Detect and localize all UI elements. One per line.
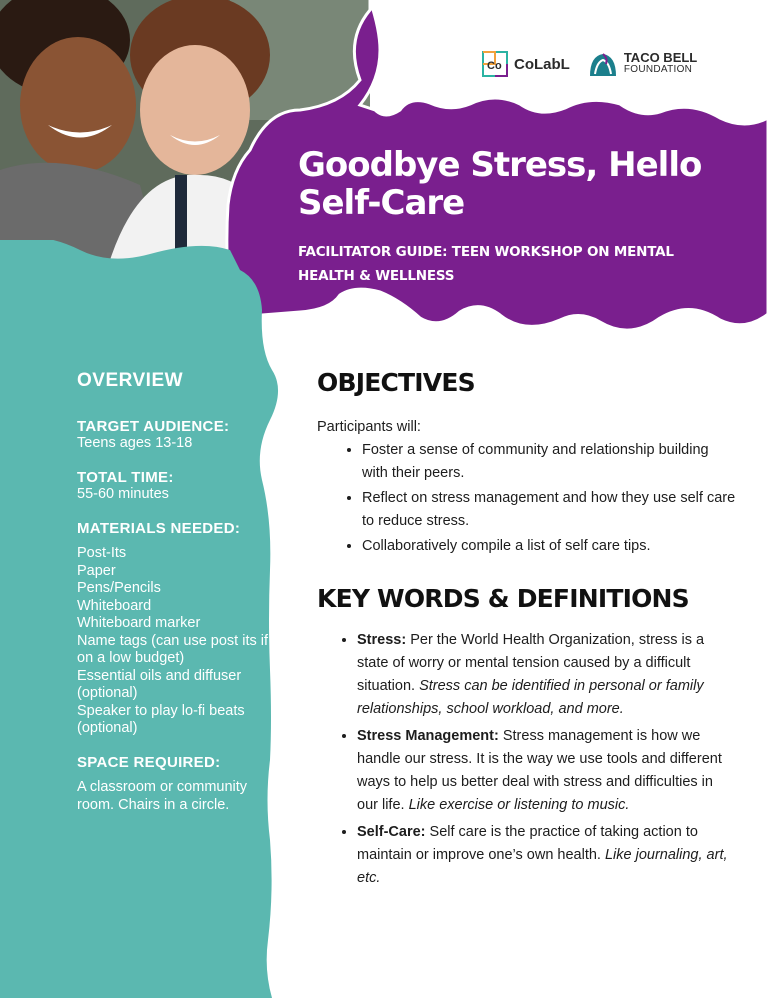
svg-text:Co: Co	[487, 60, 502, 72]
space-required-value: A classroom or community room. Chairs in a circle.	[77, 779, 248, 813]
page-title: Goodbye Stress, Hello Self-Care	[298, 145, 702, 223]
partner-logos	[482, 50, 697, 78]
taco-bell-logo-line2: FOUNDATION	[623, 64, 693, 75]
colab-logo	[482, 51, 570, 77]
page-subtitle: FACILITATOR GUIDE: TEEN WORKSHOP ON MENTAL HEALTH & WELLNESS	[298, 244, 674, 284]
materials-item: Pens/Pencils	[77, 580, 161, 596]
space-required-label: SPACE REQUIRED:	[77, 753, 221, 771]
definition-text: Per the World Health Organization, stress is a state of worry or mental tension caused by a difficult situation.	[357, 631, 705, 694]
objectives-list	[317, 439, 737, 558]
target-audience-label: TARGET AUDIENCE:	[77, 417, 230, 435]
objective-item: • Foster a sense of community and relationship building with their peers.	[362, 439, 737, 484]
definition-example: Like exercise or listening to music.	[408, 796, 630, 813]
target-audience-value: Teens ages 13-18	[77, 435, 193, 451]
main-content	[317, 368, 737, 894]
materials-list	[77, 545, 277, 738]
overview-heading: OVERVIEW	[77, 370, 184, 391]
definition-term: Stress:	[357, 631, 407, 648]
materials-item: Whiteboard marker	[77, 615, 201, 631]
materials-label: MATERIALS NEEDED:	[77, 519, 241, 537]
colab-logo-icon	[482, 51, 508, 77]
taco-bell-bell-icon	[588, 50, 618, 78]
definition-example: Stress can be identified in personal or family relationships, school workload, and more.	[357, 677, 704, 717]
objectives-intro: Participants will:	[317, 419, 421, 435]
definition-item	[357, 725, 737, 817]
objective-item: • Reflect on stress management and how they use self care to reduce stress.	[362, 487, 737, 532]
definition-text: Self care is the practice of taking action to maintain or improve one’s own health.	[357, 823, 698, 863]
definition-example: Like journaling, art, etc.	[357, 846, 728, 886]
materials-item: Name tags (can use post its if on a low budget)	[77, 632, 268, 666]
definition-term: Self-Care:	[357, 823, 426, 840]
keywords-heading: KEY WORDS & DEFINITIONS	[317, 583, 689, 613]
objectives-heading: OBJECTIVES	[317, 368, 475, 397]
definition-text: Stress management is how we handle our stress. It is the way we use tools and different ways to help us better deal with stress and difficulties in our life.	[357, 727, 722, 813]
materials-item: Post-Its	[77, 545, 127, 561]
definition-term: Stress Management:	[357, 727, 499, 744]
colab-logo-text: CoLabL	[514, 55, 570, 73]
taco-bell-foundation-logo	[588, 50, 697, 78]
materials-item: Speaker to play lo-fi beats (optional)	[77, 702, 245, 736]
total-time-label: TOTAL TIME:	[77, 468, 174, 486]
materials-item: Essential oils and diffuser (optional)	[77, 667, 242, 701]
total-time-value: 55-60 minutes	[77, 486, 169, 502]
taco-bell-logo-line1: TACO BELL	[623, 50, 698, 65]
materials-item: Whiteboard	[77, 597, 152, 614]
objective-item: • Collaboratively compile a list of self care tips.	[362, 535, 737, 558]
definition-item	[357, 629, 737, 721]
definitions-list	[317, 629, 737, 890]
definition-item	[357, 821, 737, 890]
overview-panel	[77, 372, 277, 830]
materials-item: Paper	[77, 562, 116, 579]
